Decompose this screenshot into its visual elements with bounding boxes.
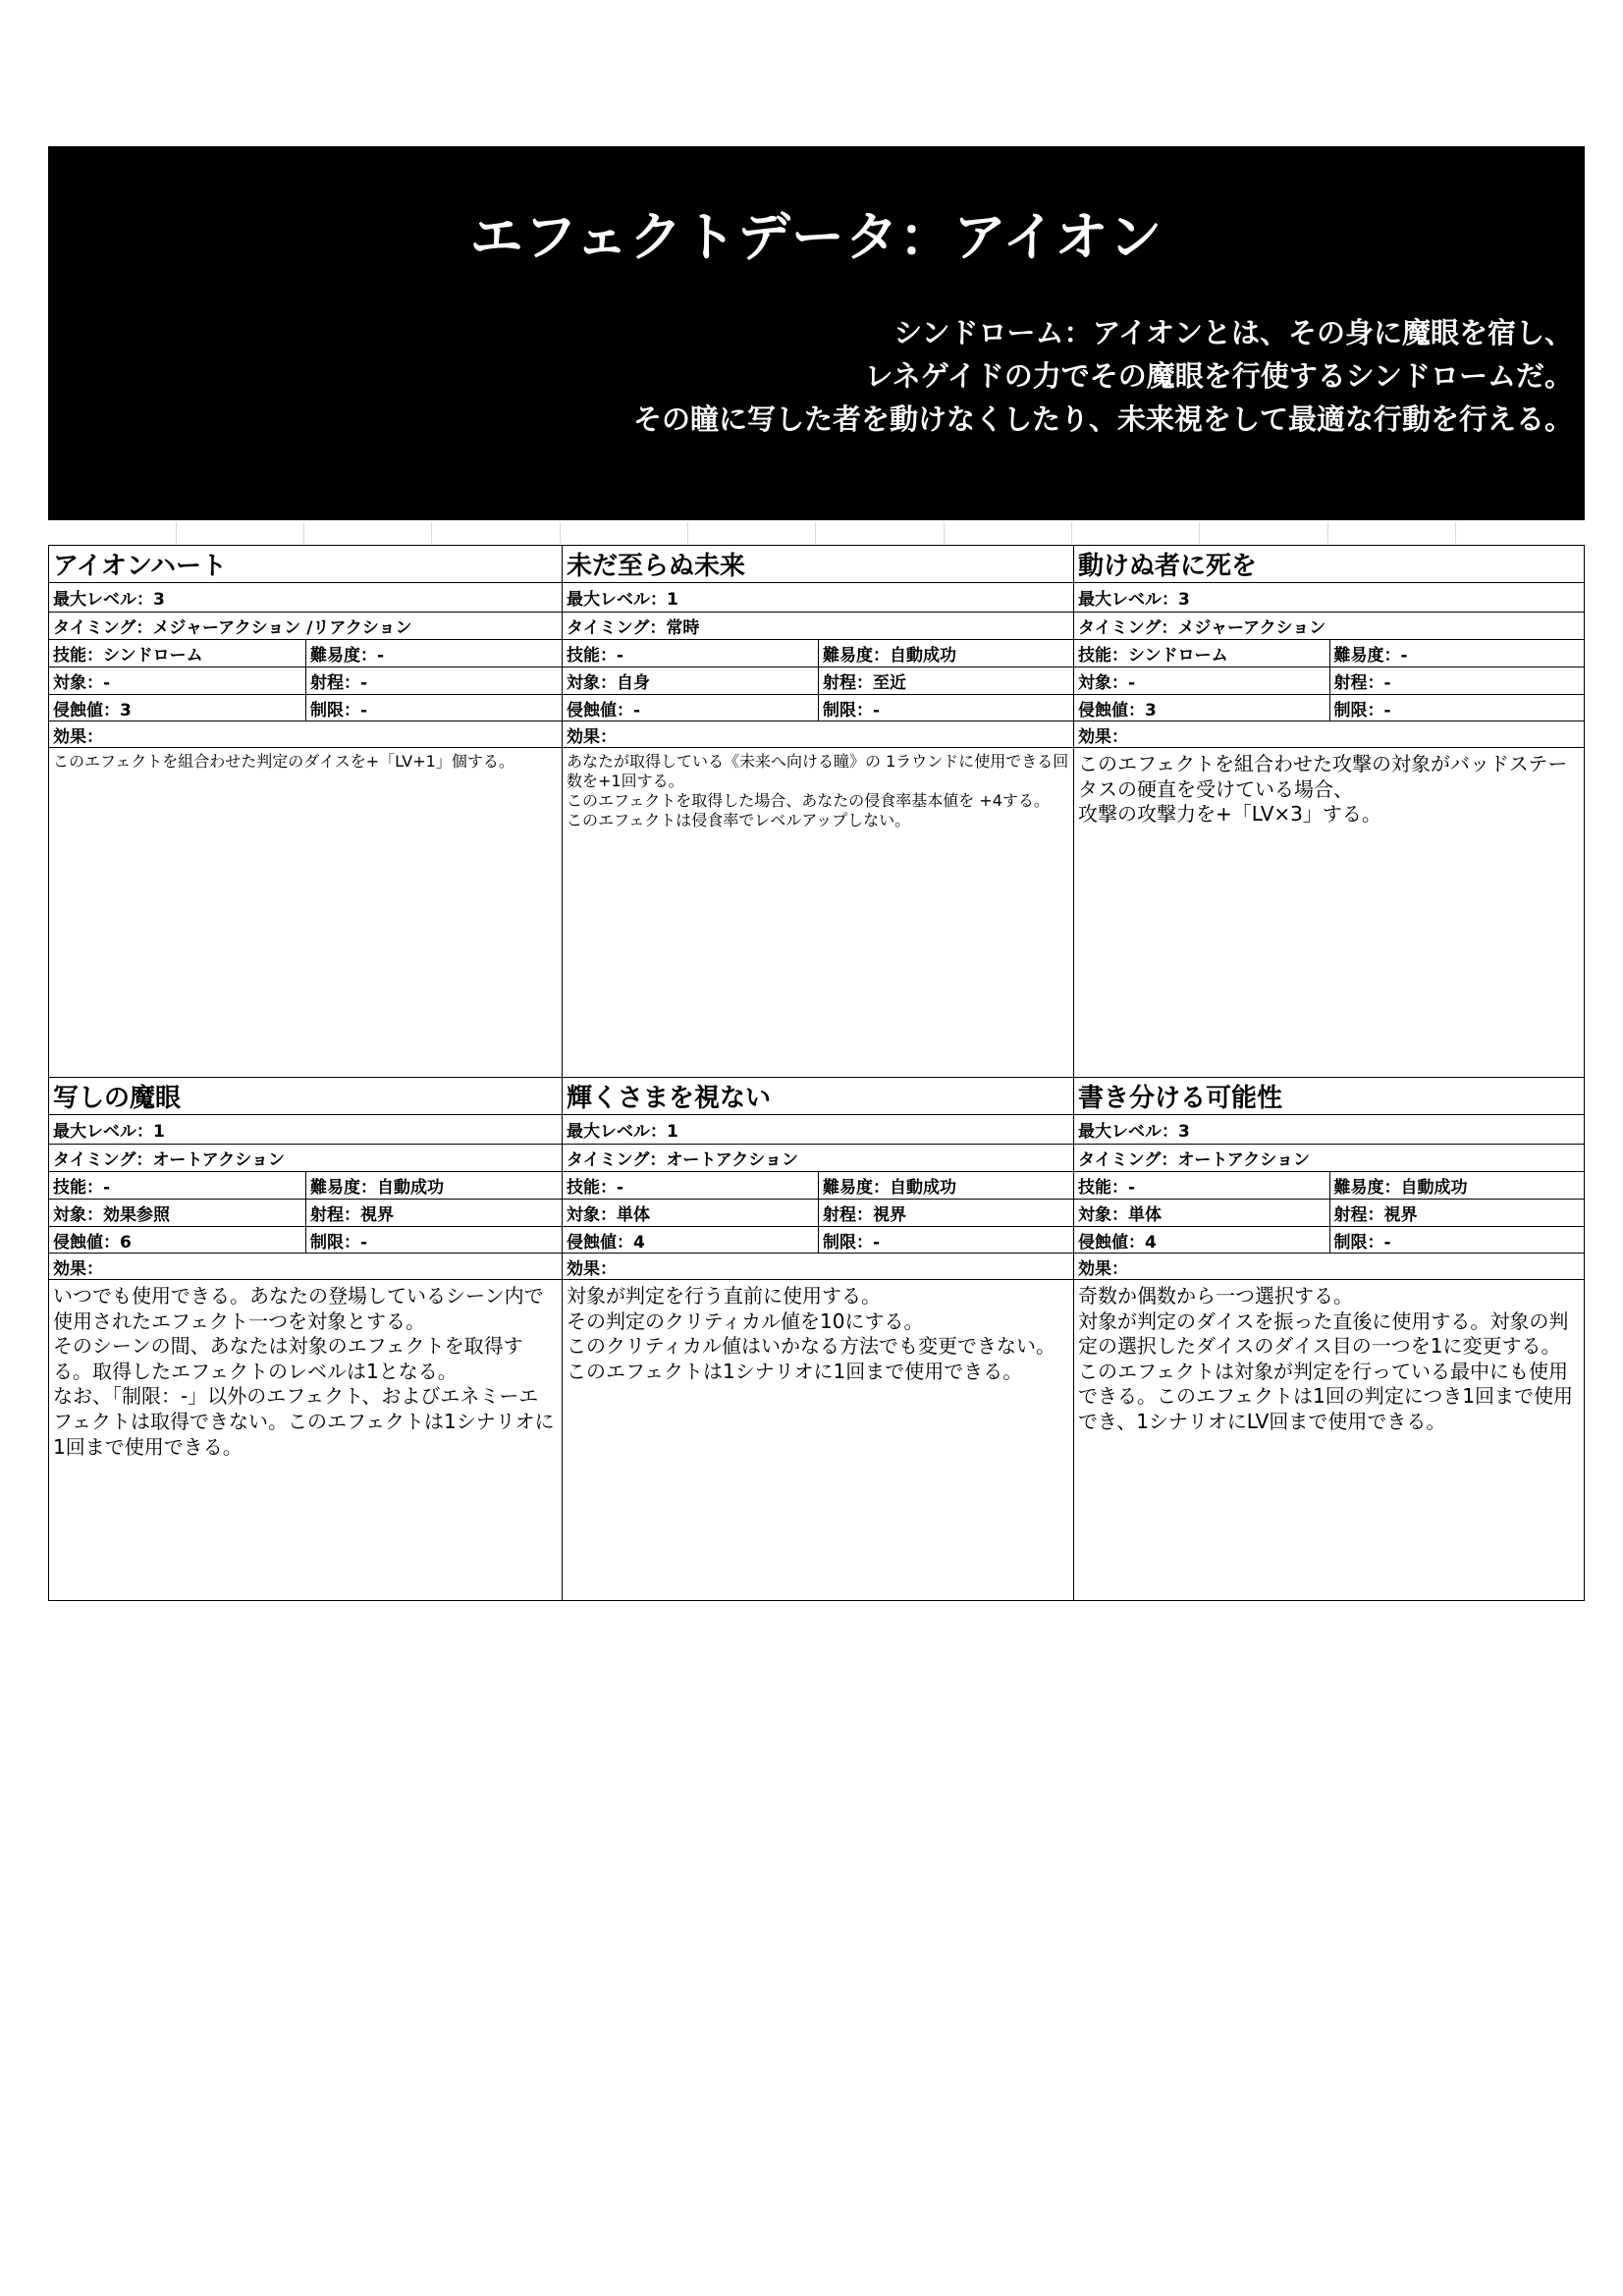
- difficulty: 難易度：-: [1329, 640, 1585, 667]
- effect-grid: [48, 545, 1585, 1601]
- max-level: 最大レベル：3: [53, 590, 165, 610]
- max-level: 最大レベル：1: [567, 1122, 678, 1142]
- effect-text: このエフェクトを組合わせた攻撃の対象がバッドステータスの硬直を受けている場合、 攻撃の攻撃力を+「LV×3」する。: [1078, 752, 1568, 827]
- target: 対象：-: [53, 673, 111, 693]
- description-line: レネゲイドの力でその魔眼を行使するシンドロームだ。: [864, 359, 1573, 393]
- effect-text: 対象が判定を行う直前に使用する。 その判定のクリティカル値を10にする。 このクリティカル値はいかなる方法でも変更できない。 このエフェクトは1シナリオに1回まで使用できる。: [567, 1284, 1055, 1383]
- erosion: 侵蝕値：4: [1078, 1232, 1157, 1253]
- range: 射程：-: [305, 667, 562, 694]
- erosion: 侵蝕値：6: [53, 1232, 132, 1253]
- skill: 技能：-: [567, 646, 624, 666]
- effect-text: あなたが取得している《未来へ向ける瞳》の 1ラウンドに使用できる回数を+1回する。 このエフェクトを取得した場合、あなたの侵食率基本値を +4する。 このエフェクトは侵食率でレベルアップしない。: [567, 752, 1069, 829]
- effect-label: 効果：: [53, 726, 103, 747]
- timing: タイミング：オートアクション: [1078, 1150, 1310, 1170]
- difficulty: 難易度：自動成功: [1329, 1172, 1585, 1199]
- range: 射程：至近: [818, 667, 1073, 694]
- range: 射程：視界: [305, 1200, 562, 1226]
- effect-name: アイオンハート: [53, 552, 228, 581]
- range: 射程：-: [1329, 667, 1585, 694]
- difficulty: 難易度：自動成功: [818, 1172, 1073, 1199]
- max-level: 最大レベル：1: [53, 1122, 165, 1142]
- effect-text: いつでも使用できる。あなたの登場しているシーン内で使用されたエフェクト一つを対象とする。 そのシーンの間、あなたは対象のエフェクトを取得する。取得したエフェクトのレベルは1となる。 なお、「制限：-」以外のエフェクト、およびエネミーエフェクトは取得できない。このエフェクトは1シナリオに1回まで使用できる。: [53, 1284, 555, 1459]
- page-title: エフェクトデータ：アイオン: [469, 206, 1163, 268]
- skill: 技能：-: [567, 1178, 624, 1198]
- difficulty: 難易度：自動成功: [818, 640, 1073, 667]
- target: 対象：単体: [1078, 1205, 1162, 1225]
- skill: 技能：シンドローム: [1078, 646, 1228, 666]
- restriction: 制限：-: [1329, 1227, 1585, 1253]
- effect-name: 書き分ける可能性: [1078, 1084, 1283, 1113]
- effect-text: このエフェクトを組合わせた判定のダイスを+「LV+1」個する。: [53, 752, 514, 771]
- description-line: シンドローム：アイオンとは、その身に魔眼を宿し、: [893, 316, 1573, 349]
- description-line: その瞳に写した者を動けなくしたり、未来視をして最適な行動を行える。: [632, 402, 1573, 436]
- restriction: 制限：-: [305, 1227, 562, 1253]
- target: 対象：単体: [567, 1205, 650, 1225]
- erosion: 侵蝕値：3: [1078, 700, 1157, 721]
- syndrome-description: [633, 311, 1573, 441]
- max-level: 最大レベル：1: [567, 590, 678, 610]
- effect-card: [49, 546, 562, 1077]
- difficulty: 難易度：自動成功: [305, 1172, 562, 1199]
- effect-name: 動けぬ者に死を: [1078, 552, 1258, 581]
- effect-label: 効果：: [567, 726, 617, 747]
- effect-card: [49, 1077, 562, 1600]
- erosion: 侵蝕値：3: [53, 700, 132, 721]
- effect-name: 未だ至らぬ未来: [567, 552, 746, 581]
- effect-label: 効果：: [567, 1258, 617, 1279]
- difficulty: 難易度：-: [305, 640, 562, 667]
- target: 対象：効果参照: [53, 1205, 170, 1225]
- range: 射程：視界: [1329, 1200, 1585, 1226]
- header-banner: [48, 146, 1585, 520]
- effect-text: 奇数か偶数から一つ選択する。 対象が判定のダイスを振った直後に使用する。対象の判定の選択したダイスのダイス目の一つを1に変更する。このエフェクトは対象が判定を行っている最中にも使用できる。このエフェクトは1回の判定につき1回まで使用でき、1シナリオにLV回まで使用できる。: [1078, 1284, 1574, 1433]
- spreadsheet-gridlines: [48, 522, 1585, 544]
- timing: タイミング：常時: [567, 618, 700, 638]
- effect-name: 写しの魔眼: [53, 1084, 182, 1113]
- restriction: 制限：-: [1329, 695, 1585, 721]
- range: 射程：視界: [818, 1200, 1073, 1226]
- skill: 技能：-: [53, 1178, 111, 1198]
- effect-card: [1073, 546, 1584, 1077]
- max-level: 最大レベル：3: [1078, 590, 1190, 610]
- effect-card: [562, 1077, 1073, 1600]
- skill: 技能：シンドローム: [53, 646, 203, 666]
- effect-card: [562, 546, 1073, 1077]
- effect-label: 効果：: [1078, 726, 1128, 747]
- target: 対象：自身: [567, 673, 650, 693]
- erosion: 侵蝕値：4: [567, 1232, 645, 1253]
- effect-label: 効果：: [1078, 1258, 1128, 1279]
- skill: 技能：-: [1078, 1178, 1136, 1198]
- max-level: 最大レベル：3: [1078, 1122, 1190, 1142]
- timing: タイミング：メジャーアクション: [1078, 618, 1326, 638]
- timing: タイミング：オートアクション: [53, 1150, 285, 1170]
- restriction: 制限：-: [305, 695, 562, 721]
- restriction: 制限：-: [818, 1227, 1073, 1253]
- restriction: 制限：-: [818, 695, 1073, 721]
- target: 対象：-: [1078, 673, 1136, 693]
- timing: タイミング：オートアクション: [567, 1150, 798, 1170]
- effect-label: 効果：: [53, 1258, 103, 1279]
- effect-card: [1073, 1077, 1584, 1600]
- erosion: 侵蝕値：-: [567, 700, 641, 721]
- timing: タイミング：メジャーアクション /リアクション: [53, 618, 412, 638]
- effect-name: 輝くさまを視ない: [567, 1084, 772, 1113]
